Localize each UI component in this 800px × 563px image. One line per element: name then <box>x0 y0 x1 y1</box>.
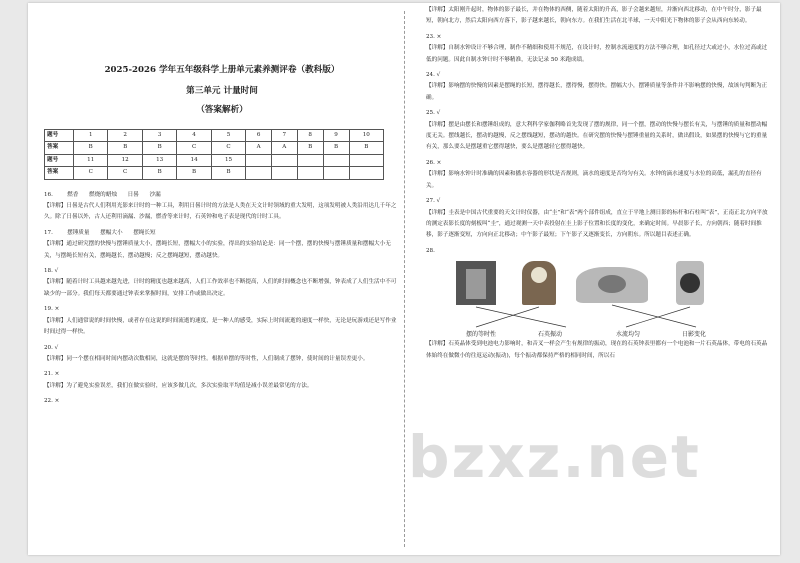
table-cell: 7 <box>271 130 297 142</box>
table-cell <box>297 154 323 166</box>
label-quartz: 石英振动 <box>538 331 563 339</box>
table-cell <box>297 167 323 179</box>
table-cell: 6 <box>246 130 272 142</box>
table-cell: A <box>271 142 297 154</box>
watermark: bzxz.net <box>408 423 701 491</box>
table-cell <box>349 167 383 179</box>
explanation-24: 【详解】影响摆的快慢的因素是摆绳的长短，摆得越长，摆得慢，摆得快。摆幅大小，摆锤质量等条件并不影响摆的快慢，故该句判断为正确。 <box>426 83 768 101</box>
explanation-17: 【详解】通过研究摆的快慢与摆锤质量大小，摆绳长短，摆幅大小的实验，得出的实验结论是：同一个摆，摆的快慢与摆锤质量和摆幅大小无关，与摆绳长短有关，摆绳越长，摆动越慢；反之摆绳越短，摆动越快。 <box>44 241 391 259</box>
table-cell: B <box>108 142 142 154</box>
table-cell: B <box>142 142 176 154</box>
question-17: 17. 摆锤质量 摆幅大小 摆绳长短 <box>44 229 156 236</box>
table-cell: 答案 <box>45 142 74 154</box>
table-cell: 8 <box>297 130 323 142</box>
table-cell: B <box>142 167 176 179</box>
question-20: 20. √ <box>44 344 59 351</box>
explanation-16: 【详解】日晷是古代人们利用光影来计时的一种工具，利用日晷计时的方法是人类在天文计时领域的重大发明，这项发明被人类沿用达几千年之久。除了日晷以外，古人还利用滴漏、沙漏，燃香等来计时，石英钟和电子表是现代的计时工具。 <box>44 203 397 221</box>
question-18: 18. √ <box>44 268 59 275</box>
table-cell: 15 <box>211 154 245 166</box>
table-cell: B <box>297 142 323 154</box>
matching-figure <box>426 261 770 339</box>
table-row <box>45 154 384 166</box>
unit-title: 第三单元 计量时间 <box>186 86 258 96</box>
table-cell: B <box>74 142 108 154</box>
table-cell: B <box>211 167 245 179</box>
question-19: 19. × <box>44 306 60 313</box>
table-cell: 答案 <box>45 167 74 179</box>
explanation-20: 【详解】同一个摆在相同时间内摆动次数相同，这就是摆的等时性。根据单摆的等时性，人们制成了摆钟，使时间的计量误差更小。 <box>44 355 369 362</box>
explanation-27: 【详解】圭表是中国古代重要的天文计时仪器，由“圭”和“表”两个部件组成，直立于平地上测日影的标杆和石柱叫“表”，正南正北方向平放的测定表影长度的刻板叫“圭”，通过观测一天中表投射在圭上影子位置和长度的变化，来确定时间。早晨影子长，方向朝西；随着时间推移，影子逐渐变短，方向向正北移动；中午影子最短；下午影子又逐渐变长，方向朝东。所以题目表述正确。 <box>426 209 768 239</box>
matching-lines <box>426 261 770 339</box>
question-28: 28. <box>426 247 435 254</box>
table-cell <box>246 154 272 166</box>
table-cell <box>271 167 297 179</box>
table-row <box>45 167 384 179</box>
table-cell: C <box>108 167 142 179</box>
table-cell: 9 <box>323 130 349 142</box>
question-25: 25. √ <box>426 110 441 117</box>
label-shadow: 日影变化 <box>682 331 707 339</box>
exam-sheet <box>28 3 780 555</box>
table-cell: 12 <box>108 154 142 166</box>
answer-subtitle: （答案解析） <box>196 105 248 115</box>
table-cell: 1 <box>74 130 108 142</box>
answer-table <box>44 129 384 180</box>
table-cell: B <box>349 142 383 154</box>
table-cell: C <box>211 142 245 154</box>
table-cell: B <box>323 142 349 154</box>
question-16: 16. 燃香 燃烧的蜡烛 日晷 沙漏 <box>44 191 161 198</box>
table-row <box>45 142 384 154</box>
explanation-18: 【详解】随着计时工具越来越先进，计时的精度也越来越高，人们工作效率也不断提高，人们的时间概念也不断增强，钟表成了人们生活中不可缺少的一部分。我们每天都要通过钟表来掌握时间，安排工作或做出决定。 <box>44 279 397 297</box>
table-cell: 题号 <box>45 154 74 166</box>
table-cell <box>271 154 297 166</box>
explanation-22: 【详解】太阳刚升起时，物体的影子最长，并在物体的西侧，随着太阳的升高，影子会越来越短，并渐向西北移动，在中午时分，影子最短，朝向北方，然后太阳向西方落下，影子越来越长，朝向东方。在我们生活在北半球，一天中阳光下物体的影子会从西向东转动。 <box>426 7 762 25</box>
table-cell: B <box>177 167 211 179</box>
table-cell: 题号 <box>45 130 74 142</box>
label-water: 水流均匀 <box>616 331 641 339</box>
table-cell: 4 <box>177 130 211 142</box>
table-cell: 10 <box>349 130 383 142</box>
table-row <box>45 130 384 142</box>
table-cell: C <box>74 167 108 179</box>
question-27: 27. √ <box>426 198 441 205</box>
table-cell: 2 <box>108 130 142 142</box>
table-cell <box>323 154 349 166</box>
table-cell: 11 <box>74 154 108 166</box>
page-divider <box>404 11 405 547</box>
explanation-21: 【详解】为了避免实验误差，我们在做实验时，应该多做几次，多次实验取平均值是减小误差最常见的方法。 <box>44 382 313 389</box>
table-cell: A <box>246 142 272 154</box>
label-pendulum: 摆的等时性 <box>466 331 497 339</box>
question-22: 22. × <box>44 398 60 405</box>
table-cell: 13 <box>142 154 176 166</box>
explanation-28: 【详解】石英晶体受到电池电力影响时，和音叉一样会产生有规律的振动，现在的石英钟表里都有一个电池和一片石英晶体，带电的石英晶体始终在做微小的往返运动(振动)，每个振动都保持严格的相同时间，所以石 <box>426 341 768 359</box>
table-cell <box>246 167 272 179</box>
question-26: 26. × <box>426 159 442 166</box>
question-21: 21. × <box>44 371 60 378</box>
exam-title: 2025-2026 学年五年级科学上册单元素养测评卷（教科版） <box>104 65 340 75</box>
explanation-19: 【详解】人们通常说的时间快慢，或者存在这说的时间流逝的速度，是一种人的感受，实际上时间流逝的速度一样快，无论是玩游戏还是写作业时间过得一样快。 <box>44 317 397 336</box>
table-cell <box>323 167 349 179</box>
left-page <box>44 3 400 408</box>
question-24: 24. √ <box>426 72 441 79</box>
question-23: 23. × <box>426 33 442 40</box>
explanation-26: 【详解】影响水钟计时准确的因素和播水容器的形状是否规则，滴水的速度是否均匀有关。水钟的滴水速度与水位的高低，漏孔的直径有关。 <box>426 171 762 189</box>
explanation-25: 【详解】摆是由摆长和摆锤组成的，意大利科学家伽利略首先发现了摆的规律，同一个摆，摆动的快慢与摆长有关，与摆锤的质量和摆动幅度无关。摆线越长，摆动的越慢，反之摆线越短，摆动的越快。在研究摆的快慢与摆锤重量的关系时，做出假设，如果摆的快慢与它的重量有关，那么要么是摆越重它摆得越快，要么是摆越轻它摆得越快。 <box>426 121 768 151</box>
table-cell: 14 <box>177 154 211 166</box>
table-cell: 5 <box>211 130 245 142</box>
table-cell: C <box>177 142 211 154</box>
table-cell <box>349 154 383 166</box>
table-cell: 3 <box>142 130 176 142</box>
explanation-23: 【详解】自制水钟设计不够合理，制作不精细和使用不规范，在设计时，控制水流速度的方法不够合理，如孔径过大或过小，水位过高或过低的问题。因此自制水钟计时不够精准，无法记录 50 米跑成绩。 <box>426 45 768 63</box>
right-page <box>426 3 770 362</box>
